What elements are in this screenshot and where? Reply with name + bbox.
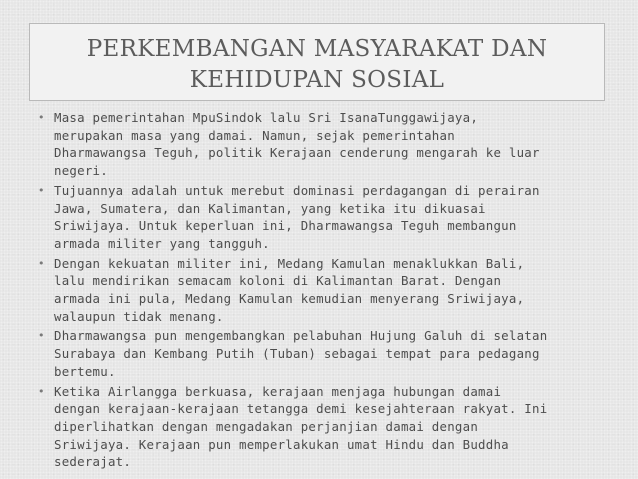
bullet-marker: • <box>38 256 45 270</box>
bullet-marker: • <box>38 183 45 197</box>
bullet-text-line: Sriwijaya. Untuk keperluan ini, Dharmawangsa Teguh membangun <box>54 218 517 234</box>
bullet-text-line: Dharmawangsa pun mengembangkan pelabuhan Hujung Galuh di selatan <box>54 328 548 344</box>
bullet-marker: • <box>38 329 45 343</box>
bullet-text-line: armada ini pula, Medang Kamulan kemudian menyerang Sriwijaya, <box>54 291 525 307</box>
bullet-text-line: Surabaya dan Kembang Putih (Tuban) sebagai tempat para pedagang <box>54 346 540 362</box>
bullet-item <box>38 383 618 472</box>
bullet-list <box>38 109 618 473</box>
bullet-text-line: Dharmawangsa Teguh, politik Kerajaan cenderung mengarah ke luar <box>54 145 540 161</box>
bullet-text-line: bertemu. <box>54 363 116 379</box>
bullet-marker: • <box>38 111 45 124</box>
bullet-text-line: Masa pemerintahan MpuSindok lalu Sri IsanaTunggawijaya, <box>54 110 479 125</box>
bullet-item <box>38 255 618 326</box>
title-box <box>29 23 605 101</box>
bullet-text-line: Tujuannya adalah untuk merebut dominasi perdagangan di perairan <box>54 182 540 198</box>
bullet-item <box>38 109 618 180</box>
bullet-text-line: lalu mendirikan semacam koloni di Kalimantan Barat. Dengan <box>54 273 502 289</box>
bullet-text-line: merupakan masa yang damai. Namun, sejak pemerintahan <box>54 127 455 143</box>
bullet-text-line: Dengan kekuatan militer ini, Medang Kamulan menaklukkan Bali, <box>54 255 525 271</box>
bullet-marker: • <box>38 384 45 398</box>
slide-title: PERKEMBANGAN MASYARAKAT DAN KEHIDUPAN SOSIAL <box>86 36 548 93</box>
bullet-text-line: diperlihatkan dengan mengadakan perjanjian damai dengan <box>54 418 479 434</box>
bullet-text-line: dengan kerajaan-kerajaan tetangga demi kesejahteraan rakyat. Ini <box>54 401 548 417</box>
bullet-text-line: armada militer yang tangguh. <box>54 235 270 251</box>
bullet-text-line: Sriwijaya. Kerajaan pun memperlakukan umat Hindu dan Buddha <box>54 436 509 452</box>
bullet-text-line: walaupun tidak menang. <box>54 308 224 324</box>
bullet-text-line: sederajat. <box>54 454 132 470</box>
bullet-text-line: Ketika Airlangga berkuasa, kerajaan menjaga hubungan damai <box>54 383 502 399</box>
bullet-text-line: Jawa, Sumatera, dan Kalimantan, yang ketika itu dikuasai <box>54 200 486 216</box>
bullet-item <box>38 182 618 253</box>
bullet-text-line: negeri. <box>54 163 108 179</box>
bullet-item <box>38 327 618 380</box>
